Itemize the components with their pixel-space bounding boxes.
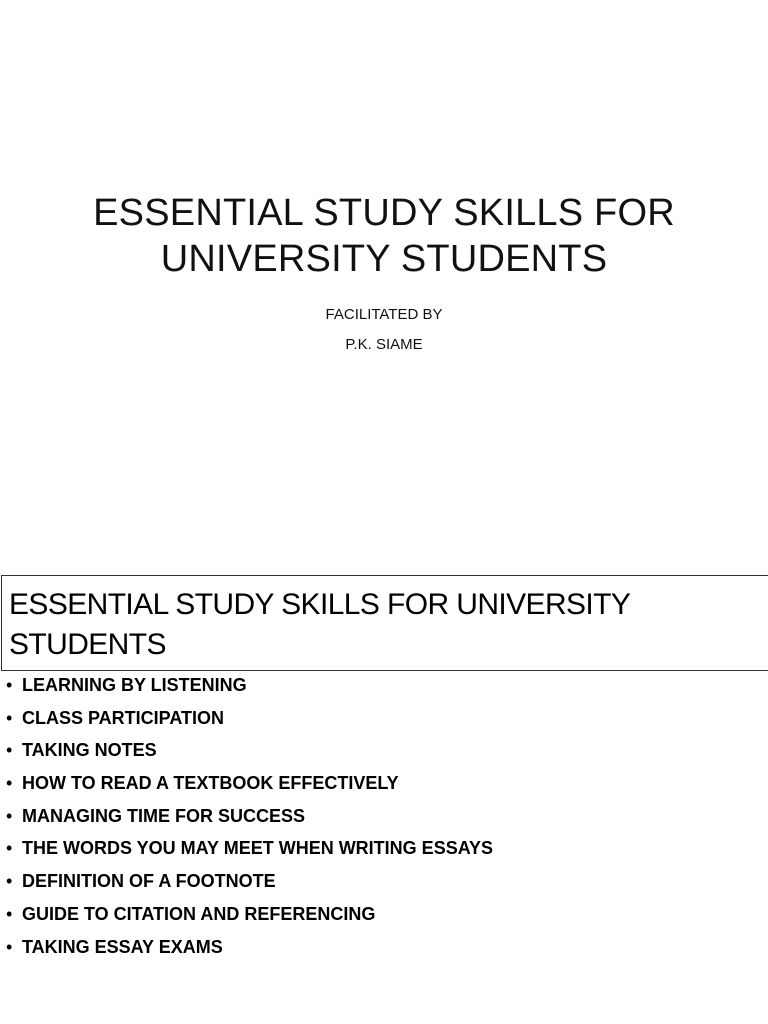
list-item-text: LEARNING BY LISTENING — [22, 675, 247, 695]
contents-slide — [0, 575, 768, 1024]
list-item-text: TAKING NOTES — [22, 740, 157, 761]
facilitated-by-label: FACILITATED BY — [325, 306, 443, 323]
bullet-icon: • — [6, 936, 13, 957]
bullet-icon: • — [6, 903, 13, 924]
bullet-icon: • — [6, 707, 13, 728]
contents-title — [9, 585, 749, 665]
list-item — [6, 739, 746, 772]
list-item-text: DEFINITION OF A FOOTNOTE — [22, 871, 276, 892]
list-item-text: TAKING ESSAY EXAMS — [22, 936, 223, 957]
slide-title-line-2: UNIVERSITY STUDENTS — [160, 238, 608, 280]
list-item — [6, 936, 746, 969]
list-item-text: HOW TO READ A TEXTBOOK EFFECTIVELY — [22, 773, 399, 794]
list-item — [6, 707, 746, 740]
contents-title-line-1: ESSENTIAL STUDY SKILLS FOR UNIVERSITY — [9, 588, 631, 621]
list-item — [6, 870, 746, 903]
list-item — [6, 805, 746, 838]
list-item-text: THE WORDS YOU MAY MEET WHEN WRITING ESSAYS — [22, 838, 494, 859]
bullet-icon: • — [6, 871, 13, 892]
list-item — [6, 837, 746, 870]
contents-title-box — [1, 575, 768, 671]
topics-list — [6, 674, 746, 968]
bullet-icon: • — [6, 740, 13, 761]
list-item-text: MANAGING TIME FOR SUCCESS — [22, 805, 306, 826]
list-item-text: CLASS PARTICIPATION — [22, 707, 224, 728]
facilitator-name: P.K. SIAME — [345, 336, 423, 353]
slide-title-line-1: ESSENTIAL STUDY SKILLS FOR — [93, 192, 675, 234]
list-item-text: GUIDE TO CITATION AND REFERENCING — [22, 903, 376, 924]
bullet-icon: • — [6, 773, 13, 794]
bullet-icon: • — [6, 675, 13, 695]
list-item — [6, 903, 746, 936]
bullet-icon: • — [6, 838, 13, 859]
slide-title — [0, 190, 768, 282]
list-item — [6, 674, 746, 707]
contents-title-line-2: STUDENTS — [9, 628, 166, 661]
list-item — [6, 772, 746, 805]
bullet-icon: • — [6, 805, 13, 826]
